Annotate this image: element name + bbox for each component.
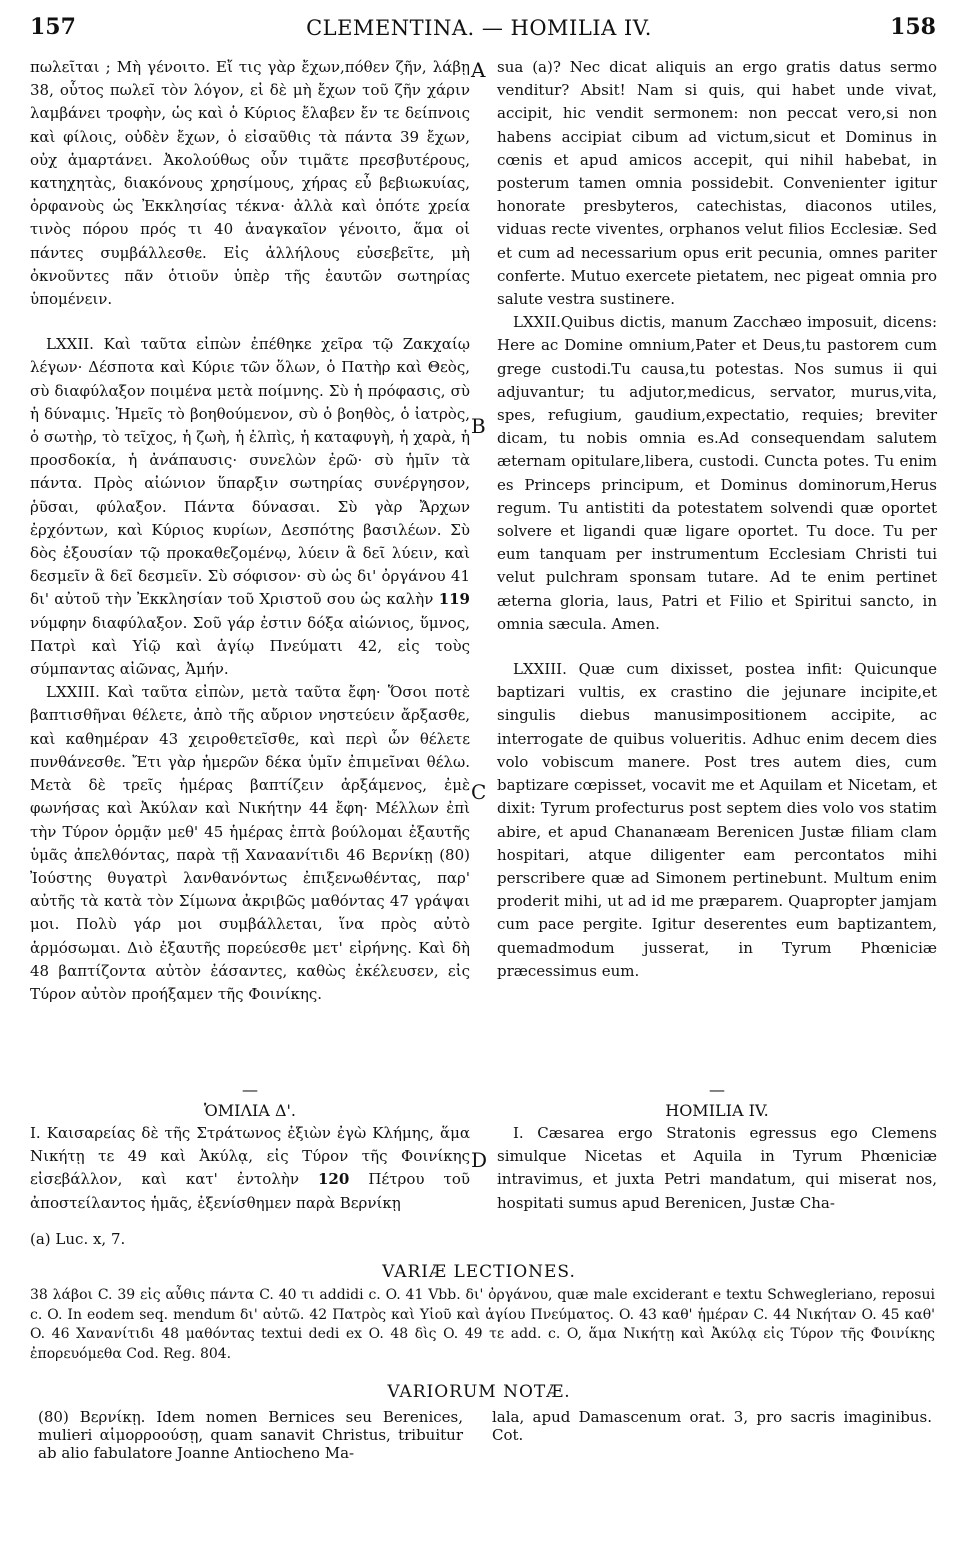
variorum-note-left: (80) Βερνίκῃ. Idem nomen Bernices seu Berenices, mulieri αἱμορροούσῃ, quam sanavit Christus, tribuitur ab alio fabulatore Joanne Antiocheno Ma-: [38, 1408, 463, 1462]
greek-paragraph-3: LXXIII. Καὶ ταῦτα εἰπὼν, μετὰ ταῦτα ἔφη· Ὅσοι ποτὲ βαπτισθῆναι θέλετε, ἀπὸ τῆς αὔριον νηστεύειν ἄρξασθε, καὶ καθημέραν 43 χειροθετεῖσθε, καὶ περὶ ὧν θέλετε πυνθάνεσθε. Ἔτι γὰρ ἡμερῶν δέκα ὑμῖν ἐπιμεῖναι θέλω. Μετὰ δὲ τρεῖς ἡμέρας βαπτίζειν ἀρξάμενος, ἐμὲ φωνήσας καὶ Ἀκύλαν καὶ Νικήτην 44 ἔφη· Μέλλων ἐπὶ τὴν Τύρον ὁρμᾷν μεθ' 45 ἡμέρας ἑπτὰ βούλομαι ἐξαυτῆς ὑμᾶς ἀπελθόντας, παρὰ τῇ Χαναανίτιδι 46 Βερνίκῃ (80) Ἰούστης θυγατρὶ λανθανόντως ἐπιξενωθέντας, παρ' αὐτῆς τὰ κατὰ τὸν Σίμωνα ἀκριβῶς μαθόντας 47 γράψαι μοι. Πολὺ γάρ μοι συμβάλλεται, ἵνα πρὸς αὐτὸ ἁρμόσωμαι. Διὸ ἐξαυτῆς πορεύεσθε μετ' εἰρήνης. Καὶ δὴ 48 βαπτίζοντα αὐτὸν ἐάσαντες, καθὼς ἐκέλευσεν, εἰς Τύρον αὐτὸν προήξαμεν τῆς Φοινίκης.: [30, 683, 470, 1003]
greek-column: [30, 56, 470, 1006]
greek-paragraph-2-text: LXXII. Καὶ ταῦτα εἰπὼν ἐπέθηκε χεῖρα τῷ Ζακχαίῳ λέγων· Δέσποτα καὶ Κύριε τῶν ὅλων, ὁ Πατὴρ καὶ Θεὸς, σὺ διαφύλαξον ποιμένα μετὰ ποίμνης. Σὺ ἡ πρόφασις, σὺ ἡ δύναμις. Ἡμεῖς τὸ βοηθούμενον, σὺ ὁ βοηθὸς, ὁ ἰατρὸς, ὁ σωτὴρ, τὸ τεῖχος, ἡ ζωὴ, ἡ ἐλπὶς, ἡ καταφυγὴ, ἡ χαρὰ, ἡ προσδοκία, ἡ ἀνάπαυσις· συνελὼν ἐρῶ· σὺ ἡμῖν τὰ πάντα. Πρὸς αἰώνιον ὕπαρξιν σωτηρίας συνέργησον, ῥῦσαι, φύλαξον. Πάντα δύνασαι. Σὺ γὰρ Ἄρχων ἐρχόντων, καὶ Κύριος κυρίων, Δεσπότης βασιλέων. Σὺ δὸς ἐξουσίαν τῷ προκαθεζομένῳ, λύειν ἃ δεῖ λύειν, καὶ δεσμεῖν ἃ δεῖ δεσμεῖν. Σὺ σόφισον· σὺ ὡς δι' ὀργάνου 41 δι' αὐτοῦ τὴν Ἐκκλησίαν τοῦ Χριστοῦ σου ὡς καλὴν: [30, 335, 470, 609]
column-number-119: 119: [438, 590, 470, 609]
latin-paragraph-3: LXXIII. Quæ cum dixisset, postea infit: Quicunque baptizari vultis, ex crastino die jejunare incipite,et singulis diebus manusimpositionem accipite, ac interrogate de quibus volueritis. Adhuc enim decem dies volo vobiscum manere. Post tres autem dies, cum baptizare cœpisset, vocavit me et Aquilam et Nicetam, et dixit: Tyrum profecturus post septem dies volo vos statim abire, et apud Chananæam Berenicen Justæ filiam clam hospitari, atque diligenter eam percontatos mihi perscribere quæ ad Simonem pertinebunt. Multum enim proderit mihi, ut ad id me præparem. Quapropter jamjam cum pace pergite. Igitur deserentes eum baptizantem, quemadmodum jusserat, in Tyrum Phœniciæ præcessimus eum.: [497, 660, 937, 980]
variorum-note-right: lala, apud Damascenum orat. 3, pro sacris imaginibus. Cot.: [492, 1408, 932, 1444]
page-number-left: 157: [30, 14, 76, 40]
variorum-notae-title: VARIORUM NOTÆ.: [387, 1382, 571, 1402]
latin-paragraph-4: I. Cæsarea ergo Stratonis egressus ego Clemens simulque Nicetas et Aquila in Tyrum Phœniciæ intravimus, et juxta Petri mandatum, qui miserat nos, hospitati sumus apud Berenicen, Justæ Cha-: [497, 1124, 937, 1212]
page-number-right: 158: [890, 14, 936, 40]
variae-lectiones-title: VARIÆ LECTIONES.: [382, 1262, 576, 1282]
greek-paragraph-4-text: I. Καισαρείας δὲ τῆς Στράτωνος ἐξιὼν ἐγὼ Κλήμης, ἅμα Νικήτῃ τε 49 καὶ Ἀκύλᾳ, εἰς Τύρον τῆς Φοινίκης εἰσεβάλλον, καὶ κατ' ἐντολὴν: [30, 1124, 470, 1189]
greek-paragraph-4: [30, 1122, 470, 1215]
greek-homily-title: ὉΜΙΛΙΑ Δ'.: [203, 1101, 296, 1120]
latin-homily-block: [497, 1080, 937, 1215]
greek-divider: —: [242, 1080, 258, 1099]
latin-column: [497, 56, 937, 983]
running-title: CLEMENTINA. — HOMILIA IV.: [306, 16, 652, 40]
footnote-a: (a) Luc. x, 7.: [30, 1230, 126, 1248]
margin-marker-c: C: [471, 780, 487, 804]
column-number-120: 120: [318, 1170, 350, 1189]
greek-paragraph-1: πωλεῖται ; Μὴ γένοιτο. Εἴ τις γὰρ ἔχων,πόθεν ζῆν, λάβῃ 38, οὗτος πωλεῖ τὸν λόγον, εἰ δὲ μὴ ἔχων τοῦ ζῆν χάριν λαμβάνει τροφὴν, ὡς καὶ ὁ Κύριος ἔλαβεν ἔν τε δείπνοις καὶ φίλοις, οὐδὲν ἔχων, ὁ εἰσαῦθις τὰ πάντα 39 ἔχων, οὐχ ἁμαρτάνει. Ἀκολούθως οὖν τιμᾶτε πρεσβυτέρους, κατηχητὰς, διακόνους χρησίμους, χήρας εὖ βεβιωκυίας, ὀρφανοὺς ὡς Ἐκκλησίας τέκνα· ἀλλὰ καὶ ὁπότε χρεία τινὸς πόρου πρός τι 40 ἀναγκαῖον γένοιτο, ἅμα οἱ πάντες συμβάλλεσθε. Εἰς ἀλλήλους εὐσεβεῖτε, μὴ ὀκνοῦντες πᾶν ὁτιοῦν ὑπὲρ τῆς ἑαυτῶν σωτηρίας ὑπομένειν.: [30, 58, 470, 309]
latin-divider: —: [709, 1080, 725, 1099]
margin-marker-d: D: [471, 1148, 488, 1172]
latin-paragraph-1: sua (a)? Nec dicat aliquis an ergo gratis datus sermo venditur? Absit! Nam si quis, qui habet unde vivat, accipit, hic vendit sermonem: non peccat vero,si non habens accipiat cibum ad victum,sicut et Dominus in cœnis et apud amicos accepit, qui nihil habebat, in posterum tamen omnia possidebit. Convenienter igitur honorate presbyteros, catechistas, diaconos utiles, viduas recte viventes, orphanos velut filios Ecclesiæ. Sed et cum ad necessarium opus erit pecunia, omnes pariter conferte. Mutuo exercete pietatem, nec pigeat omnia pro salute vestra sustinere.: [497, 58, 937, 309]
latin-homily-title: HOMILIA IV.: [665, 1101, 769, 1120]
variae-lectiones-text: 38 λάβοι C. 39 εἰς αὖθις πάντα C. 40 τι addidi c. O. 41 Vbb. δι' ὀργάνου, quæ male exciderant e textu Schwegleriano, reposui c. O. In eodem seq. mendum δι' αὐτῶ. 42 Πατρὸς καὶ Υἱοῦ καὶ ἁγίου Πνεύματος. O. 43 καθ' ἡμέραν C. 44 Νικήταν O. 45 καθ' O. 46 Χανανίτιδι 48 μαθόντας textui dedi ex O. 48 δὶς O. 49 τε add. c. O, ἅμα Νικήτῃ καὶ Ἀκύλᾳ εἰς Τύρον τῆς Φοινίκης ἐπορευόμεθα Cod. Reg. 804.: [30, 1287, 935, 1362]
page-header: [0, 14, 958, 48]
greek-homily-block: [30, 1080, 470, 1215]
margin-marker-b: B: [471, 414, 486, 438]
margin-marker-a: A: [471, 58, 486, 82]
greek-paragraph-2: [30, 333, 470, 681]
greek-paragraph-2-end: νύμφην διαφύλαξον. Σοῦ γάρ ἐστιν δόξα αἰώνιος, ὕμνος, Πατρὶ καὶ Υἱῷ καὶ ἁγίῳ Πνεύματι 42, εἰς τοὺς σύμπαντας αἰῶνας, Ἀμήν.: [30, 613, 470, 679]
greek-paragraph-4-end: Πέτρου τοῦ ἀποστείλαντος ἡμᾶς, ἐξενίσθημεν παρὰ Βερνίκῃ: [30, 1170, 470, 1212]
latin-paragraph-2: LXXII.Quibus dictis, manum Zacchæo imposuit, dicens: Here ac Domine omnium,Pater et Deus,tu pastorem cum grege custodi.Tu causa,tu potestas. Nos sumus ii qui adjuvantur; tu adjutor,medicus, servator, murus,vita, spes, refugium, gaudium,expectatio, requies; breviter dicam, tu nobis omnia es.Ad consequendam salutem æternam opitulare,libera, custodi. Cuncta potes. Tu enim es Princeps principum, et Dominus dominorum,Herus regum. Tu antistiti da potestatem solvendi quæ oportet solvere et ligandi quæ ligare oportet. Tu doce. Tu per eum tanquam per instrumentum Ecclesiam Christi tui velut pulchram sponsam tutare. Ad te enim pertinet æterna gloria, laus, Patri et Filio et Spiritui sancto, in omnia sæcula. Amen.: [497, 313, 937, 633]
